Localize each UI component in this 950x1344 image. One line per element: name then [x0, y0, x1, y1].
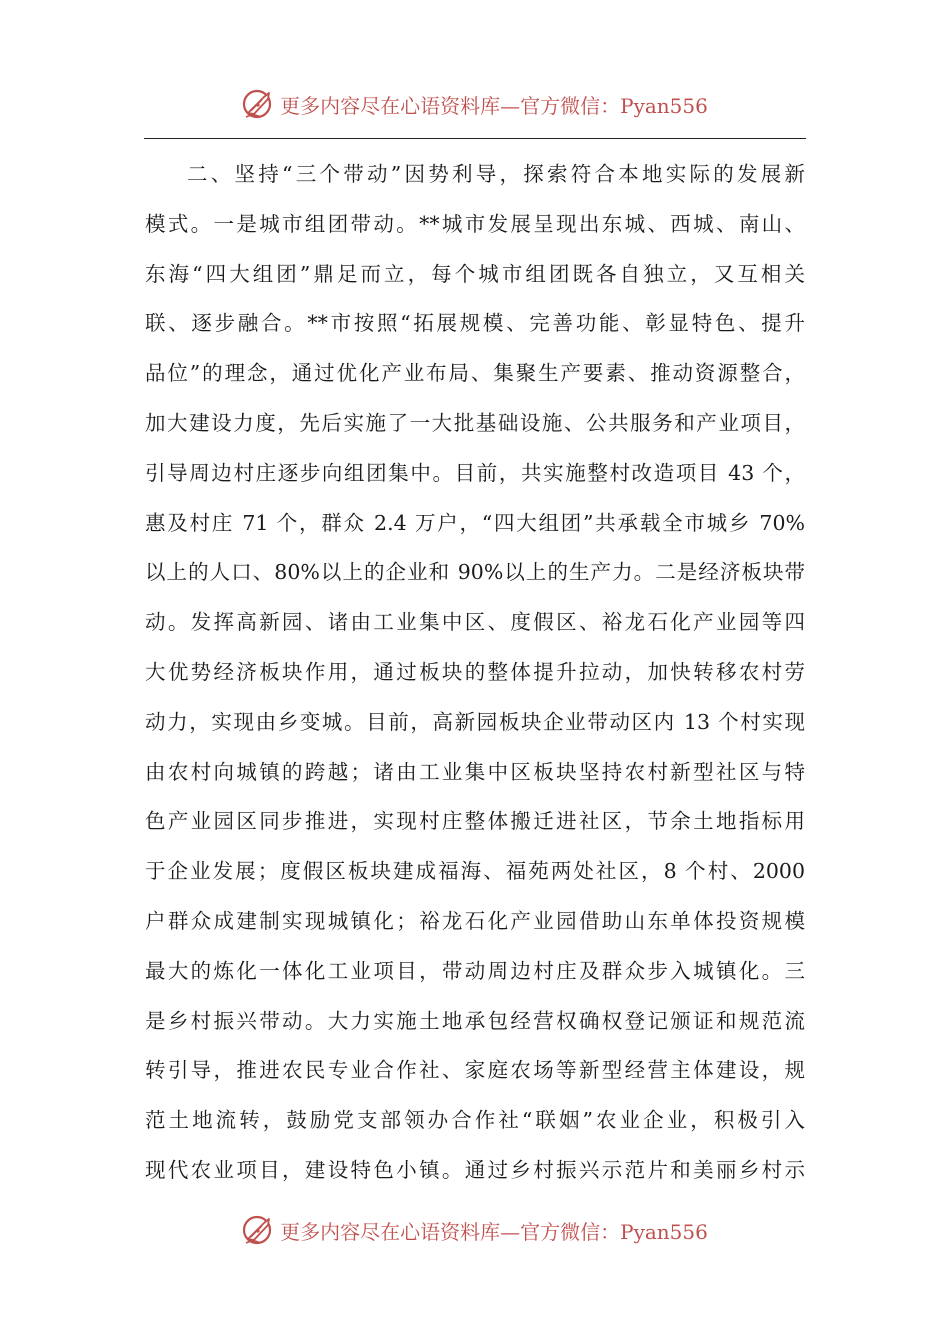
- header-banner-text: 更多内容尽在心语资料库—官方微信：Pyan556: [280, 93, 708, 118]
- body-line: 范土地流转，鼓励党支部领办合作社“联姻”农业企业，积极引入: [145, 1108, 805, 1133]
- body-line: 是乡村振兴带动。大力实施土地承包经营权确权登记颁证和规范流: [145, 1008, 805, 1033]
- body-line: 惠及村庄 71 个，群众 2.4 万户，“四大组团”共承载全市城乡 70%: [145, 510, 805, 535]
- footer-banner-text: 更多内容尽在心语资料库—官方微信：Pyan556: [280, 1219, 708, 1244]
- body-line: 联、逐步融合。**市按照“拓展规模、完善功能、彰显特色、提升: [145, 311, 805, 336]
- body-line: 引导周边村庄逐步向组团集中。目前，共实施整村改造项目 43 个，: [145, 460, 805, 485]
- body-line: 东海“四大组团”鼎足而立，每个城市组团既各自独立，又互相关: [145, 261, 805, 286]
- body-line: 转引导，推进农民专业合作社、家庭农场等新型经营主体建设，规: [145, 1058, 805, 1083]
- body-line: 以上的人口、80%以上的企业和 90%以上的生产力。二是经济板块带: [145, 560, 805, 585]
- body-line: 户群众成建制实现城镇化；裕龙石化产业园借助山东单体投资规模: [145, 908, 805, 933]
- body-line: 最大的炼化一体化工业项目，带动周边村庄及群众步入城镇化。三: [145, 958, 805, 983]
- body-line: 动。发挥高新园、诸由工业集中区、度假区、裕龙石化产业园等四: [145, 610, 805, 635]
- body-line: 动力，实现由乡变城。目前，高新园板块企业带动区内 13 个村实现: [145, 709, 805, 734]
- header-banner: [0, 84, 950, 124]
- body-line: 色产业园区同步推进，实现村庄整体搬迁进社区，节余土地指标用: [145, 809, 805, 834]
- header-divider: [144, 138, 806, 139]
- pen-nib-logo-icon: [242, 87, 276, 121]
- pen-nib-logo-icon: [242, 1213, 276, 1247]
- body-line: 模式。一是城市组团带动。**城市发展呈现出东城、西城、南山、: [145, 211, 805, 236]
- body-line: 现代农业项目，建设特色小镇。通过乡村振兴示范片和美丽乡村示: [145, 1157, 805, 1182]
- body-line: 加大建设力度，先后实施了一大批基础设施、公共服务和产业项目，: [145, 410, 805, 435]
- body-line: 品位”的理念，通过优化产业布局、集聚生产要素、推动资源整合，: [145, 361, 805, 386]
- body-line: 于企业发展；度假区板块建成福海、福苑两处社区，8 个村、2000: [145, 859, 805, 884]
- body-line: 二、坚持“三个带动”因势利导，探索符合本地实际的发展新: [187, 162, 805, 186]
- body-line: 大优势经济板块作用，通过板块的整体提升拉动，加快转移农村劳: [145, 659, 805, 684]
- footer-banner: [0, 1210, 950, 1250]
- body-line: 由农村向城镇的跨越；诸由工业集中区板块坚持农村新型社区与特: [145, 759, 805, 784]
- document-body: [145, 150, 805, 1196]
